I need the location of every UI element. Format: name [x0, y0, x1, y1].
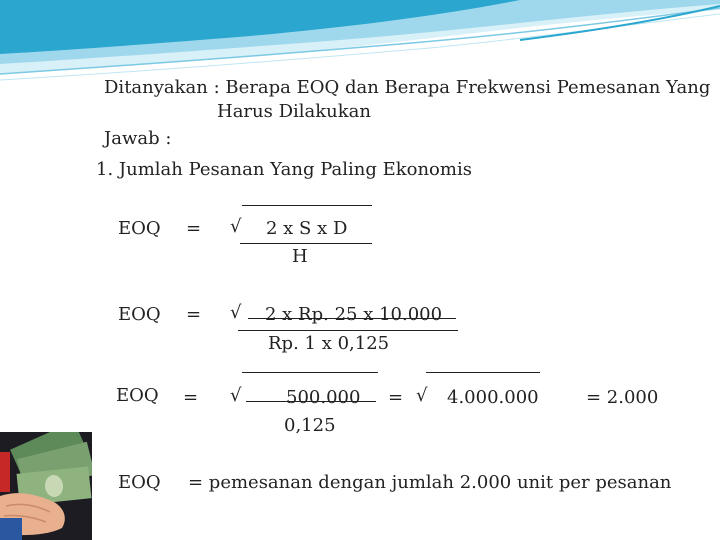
- numerator-1: 2 x S x D: [266, 218, 348, 239]
- denominator-2: Rp. 1 x 0,125: [268, 333, 390, 354]
- radical-bar-1: [242, 205, 372, 206]
- eoq-label-4: EOQ: [118, 472, 161, 493]
- money-hand-image: [0, 432, 92, 540]
- radical-bar-4: [426, 372, 540, 373]
- equals-sign-4: =: [388, 387, 404, 408]
- eoq-label-2: EOQ: [118, 304, 161, 325]
- eoq-label-1: EOQ: [118, 218, 161, 239]
- fraction-bar-1: [240, 243, 372, 244]
- list-item-1: 1. Jumlah Pesanan Yang Paling Ekonomis: [96, 159, 472, 180]
- fraction-bar-2: [238, 330, 458, 331]
- answer-label: Jawab :: [104, 128, 172, 149]
- numerator-3: 500.000: [286, 387, 361, 408]
- denominator-1: H: [292, 246, 308, 267]
- sqrt-symbol-2: √: [230, 302, 242, 323]
- conclusion-text: = pemesanan dengan jumlah 2.000 unit per pesanan: [188, 472, 672, 493]
- question-text: Ditanyakan : Berapa EOQ dan Berapa Frekwensi Pemesanan Yang: [104, 77, 711, 98]
- equals-sign-3: =: [183, 387, 199, 408]
- sqrt-symbol-3: √: [230, 385, 242, 406]
- sqrt-symbol-1: √: [230, 216, 242, 237]
- result-value: = 2.000: [586, 387, 659, 408]
- radical-bar-3: [242, 372, 378, 373]
- equals-sign-1: =: [186, 218, 202, 239]
- eoq-label-3: EOQ: [116, 385, 159, 406]
- radicand-4: 4.000.000: [447, 387, 539, 408]
- equals-sign-2: =: [186, 304, 202, 325]
- numerator-2: 2 x Rp. 25 x 10.000: [265, 304, 443, 325]
- denominator-3: 0,125: [284, 415, 336, 436]
- question-continuation: Harus Dilakukan: [217, 101, 371, 122]
- sqrt-symbol-4: √: [416, 385, 428, 406]
